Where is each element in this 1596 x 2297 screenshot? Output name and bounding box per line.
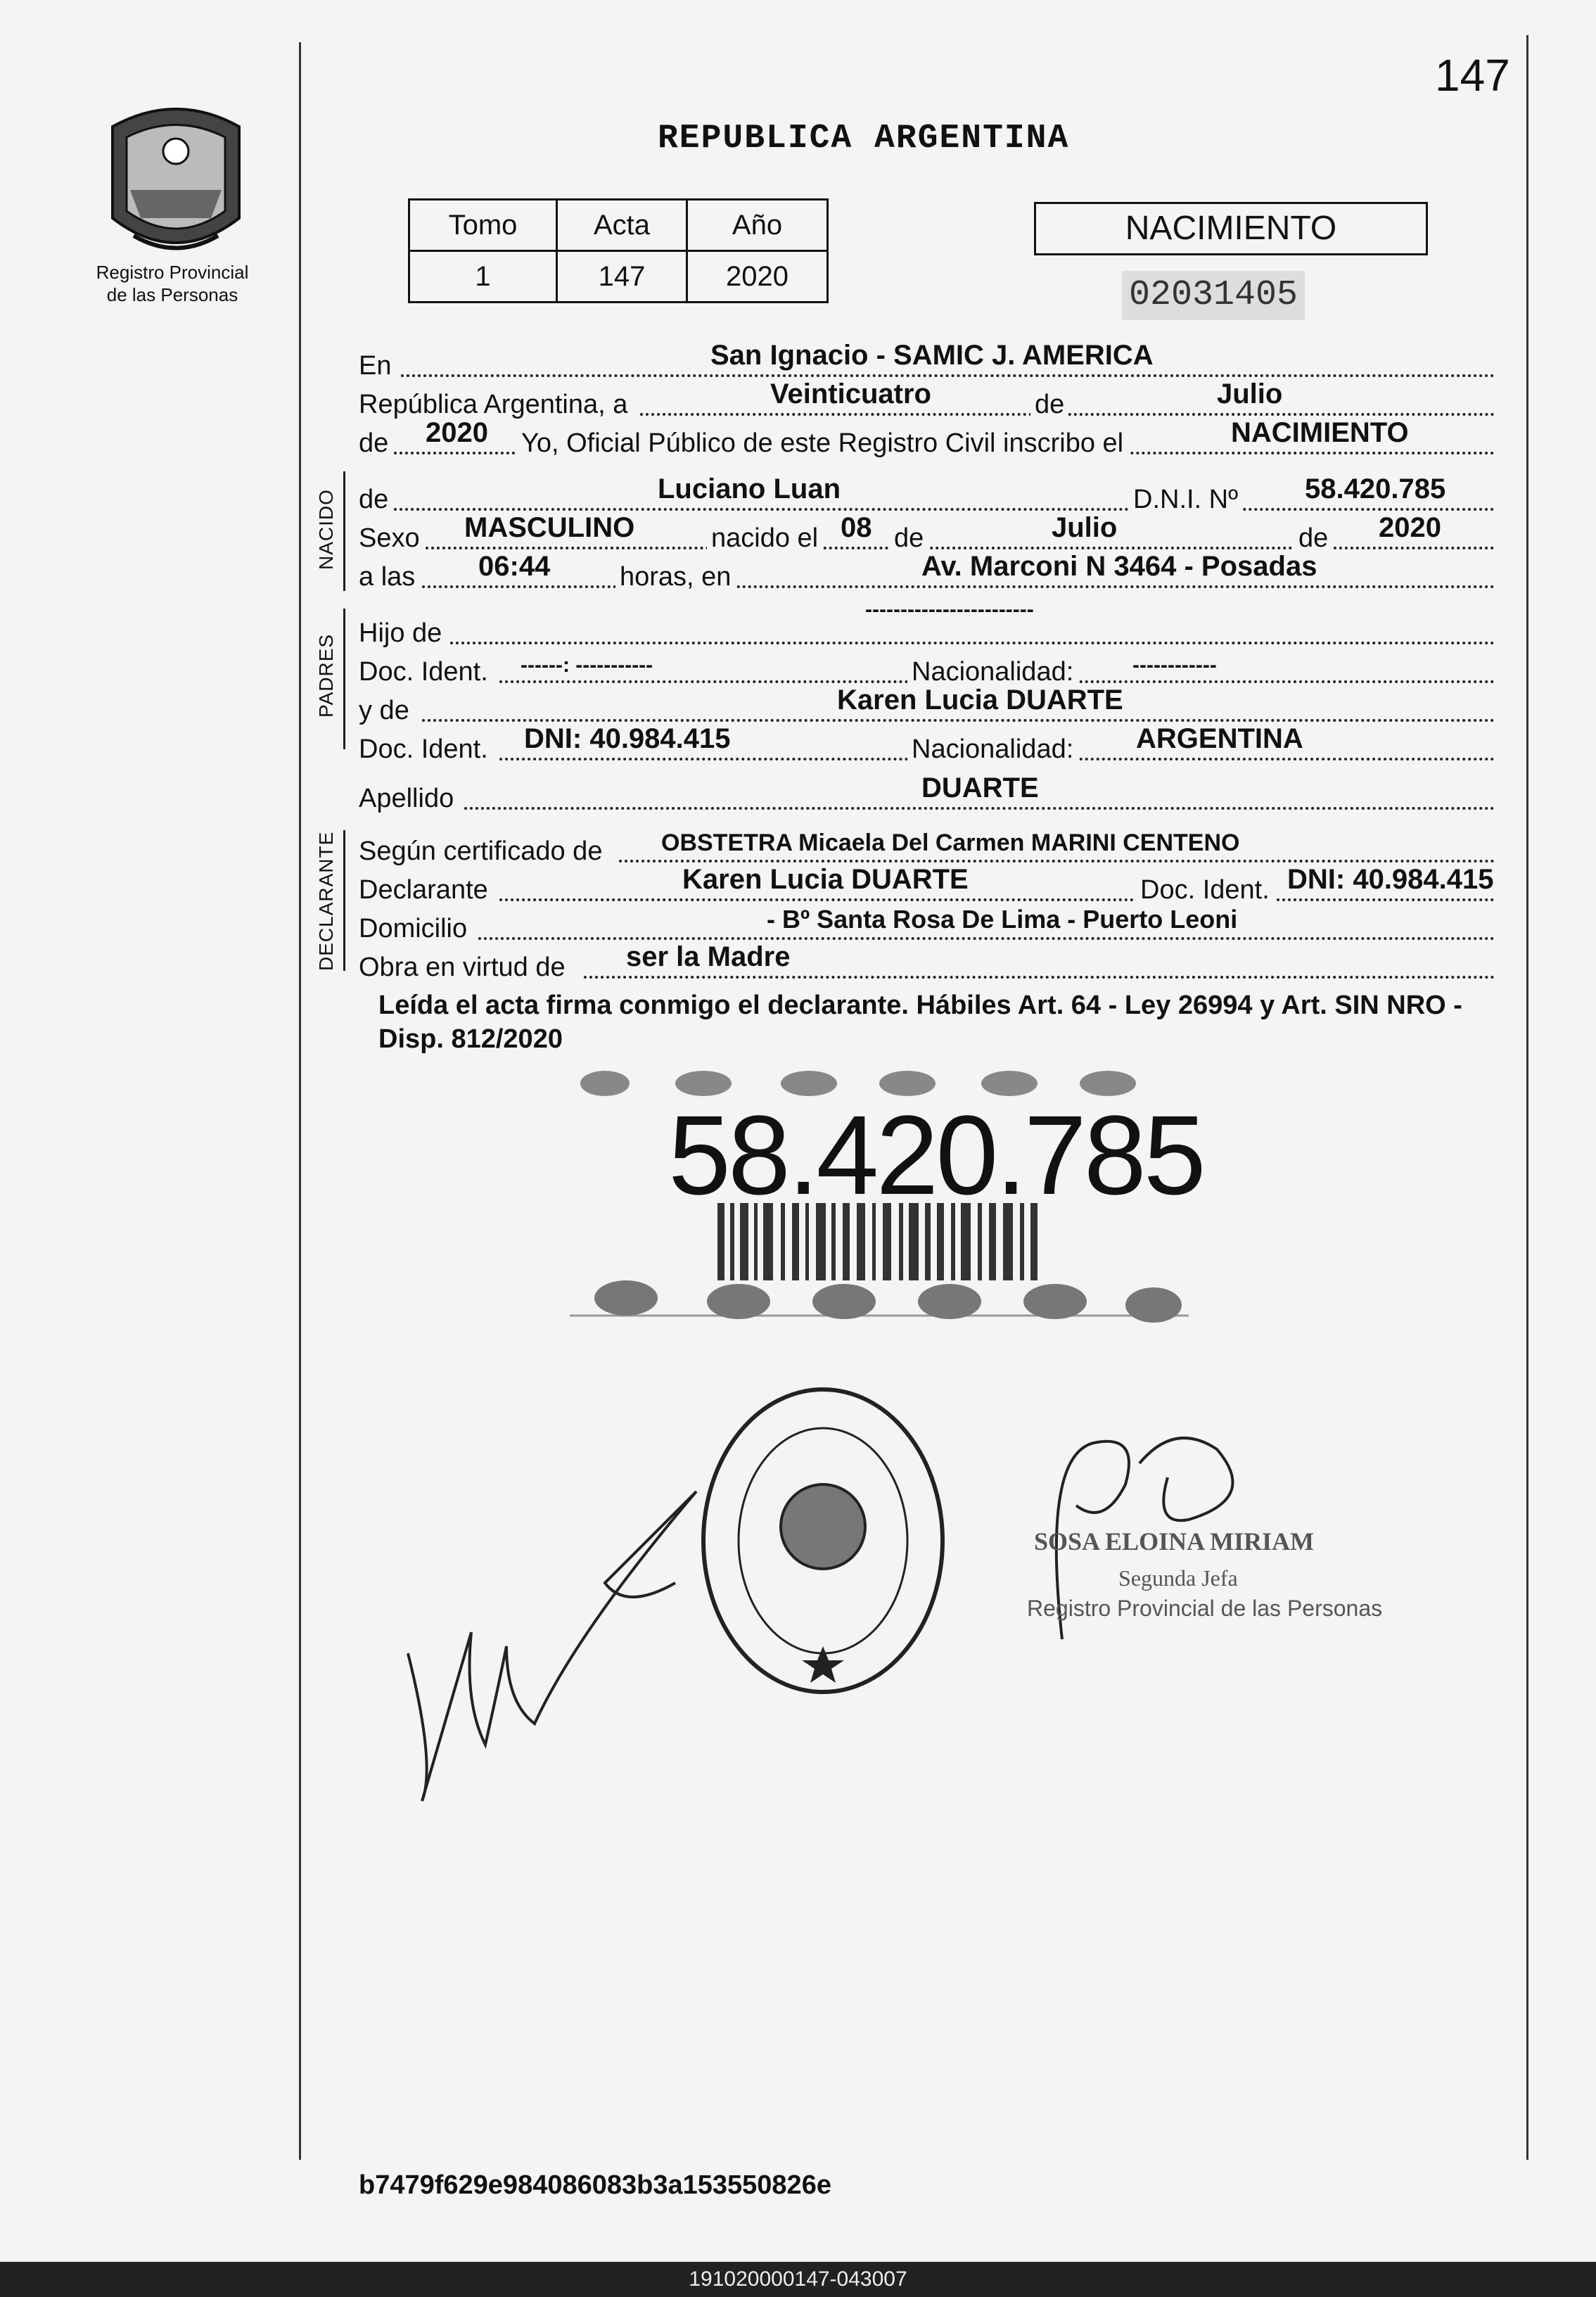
row-hora bbox=[359, 551, 1495, 592]
year-value: 2020 bbox=[426, 417, 488, 448]
page-title: REPUBLICA ARGENTINA bbox=[658, 120, 1070, 158]
row-obra bbox=[359, 941, 1495, 983]
row-dots bbox=[619, 860, 1495, 863]
apellido-label: Apellido bbox=[359, 784, 458, 814]
emblem-org-line1: Registro Provincial bbox=[96, 262, 249, 283]
inscribed-type-value: NACIMIENTO bbox=[1231, 417, 1409, 448]
row-inscribo bbox=[359, 417, 1495, 459]
nacionalidad-label2: Nacionalidad: bbox=[907, 734, 1078, 765]
row-father bbox=[359, 598, 1495, 649]
horas-label: horas, en bbox=[615, 562, 735, 592]
value-tomo: 1 bbox=[409, 251, 557, 303]
row-dots bbox=[394, 508, 1495, 511]
right-margin-line bbox=[1526, 35, 1528, 2160]
left-margin-line bbox=[299, 42, 301, 2160]
official-name: SOSA ELOINA MIRIAM bbox=[1034, 1527, 1315, 1555]
official-org: Registro Provincial de las Personas bbox=[1027, 1596, 1383, 1621]
domicilio-value: - Bº Santa Rosa De Lima - Puerto Leoni bbox=[767, 905, 1238, 934]
serial-stamp: 02031405 bbox=[1122, 271, 1305, 320]
birth-place-value: Av. Marconi N 3464 - Posadas bbox=[921, 551, 1317, 582]
domicilio-label: Domicilio bbox=[359, 914, 471, 944]
obra-value: ser la Madre bbox=[626, 941, 791, 972]
a-las-label: a las bbox=[359, 562, 419, 592]
declarante-name-value: Karen Lucia DUARTE bbox=[682, 864, 969, 895]
row-dots bbox=[426, 547, 1495, 549]
province-emblem bbox=[98, 98, 253, 260]
nacionalidad-label: Nacionalidad: bbox=[907, 657, 1078, 687]
apellido-value: DUARTE bbox=[921, 772, 1039, 803]
value-acta: 147 bbox=[557, 251, 687, 303]
certificate-by-value: OBSTETRA Micaela Del Carmen MARINI CENTENO bbox=[661, 829, 1240, 856]
header-acta: Acta bbox=[557, 200, 687, 251]
declarante-section-bar bbox=[343, 830, 345, 971]
declarante-doc-value: DNI: 40.984.415 bbox=[1287, 864, 1494, 895]
registry-table-header bbox=[409, 200, 828, 251]
declarante-section-label: DECLARANTE bbox=[315, 831, 337, 971]
mother-doc-value: DNI: 40.984.415 bbox=[524, 723, 731, 754]
declarant-signature bbox=[394, 1470, 710, 1808]
record-type-box: NACIMIENTO bbox=[1034, 202, 1428, 255]
header-anio: Año bbox=[687, 200, 828, 251]
child-dni-value: 58.420.785 bbox=[1305, 473, 1446, 504]
child-name-value: Luciano Luan bbox=[658, 473, 841, 504]
row-dots bbox=[584, 976, 1495, 979]
obra-label: Obra en virtud de bbox=[359, 953, 570, 983]
father-doc-value: ------: ----------- bbox=[521, 654, 653, 677]
padres-section-label: PADRES bbox=[315, 633, 337, 718]
row-father-doc bbox=[359, 651, 1495, 687]
declarante-label: Declarante bbox=[359, 875, 492, 905]
handwritten-signature-icon bbox=[394, 1470, 710, 1808]
row-domicilio bbox=[359, 905, 1495, 944]
de-label3: de bbox=[359, 485, 392, 515]
row-declarante bbox=[359, 864, 1495, 905]
republic-label: República Argentina, a bbox=[359, 390, 632, 420]
round-stamp bbox=[696, 1379, 950, 1703]
header-tomo: Tomo bbox=[409, 200, 557, 251]
nacido-label: nacido el bbox=[707, 523, 822, 554]
official-role: Segunda Jefa bbox=[1118, 1565, 1238, 1591]
emblem-org-line2: de las Personas bbox=[106, 284, 238, 305]
sticker-number: 58.420.785 bbox=[668, 1092, 1204, 1218]
place-value: San Ignacio - SAMIC J. AMERICA bbox=[710, 340, 1154, 371]
row-place bbox=[359, 340, 1495, 381]
id-sticker bbox=[570, 1062, 1204, 1358]
father-nationality-value: ------------ bbox=[1132, 654, 1217, 677]
row-mother-doc bbox=[359, 723, 1495, 765]
birth-year-value: 2020 bbox=[1379, 512, 1441, 543]
hijo-label: Hijo de bbox=[359, 618, 446, 649]
sexo-label: Sexo bbox=[359, 523, 424, 554]
row-name bbox=[359, 473, 1495, 515]
nacido-section-label: NACIDO bbox=[315, 489, 337, 570]
day-words-value: Veinticuatro bbox=[770, 378, 931, 409]
dni-label: D.N.I. Nº bbox=[1129, 485, 1242, 515]
row-dots bbox=[464, 807, 1495, 810]
row-dots bbox=[401, 374, 1495, 377]
row-sexo bbox=[359, 512, 1495, 554]
row-certificado bbox=[359, 830, 1495, 867]
de-label5: de bbox=[1294, 523, 1332, 554]
row-date bbox=[359, 378, 1495, 420]
value-anio: 2020 bbox=[687, 251, 828, 303]
document-hash: b7479f629e984086083b3a153550826e bbox=[359, 2170, 831, 2200]
padres-section-bar bbox=[343, 609, 345, 749]
inscribo-text: Yo, Oficial Público de este Registro Civil inscribo el bbox=[517, 428, 1128, 459]
row-apellido bbox=[359, 772, 1495, 814]
doc-label2: Doc. Ident. bbox=[359, 734, 492, 765]
sexo-value: MASCULINO bbox=[464, 512, 635, 543]
y-de-label: y de bbox=[359, 696, 414, 726]
round-stamp-icon bbox=[696, 1379, 950, 1703]
birth-time-value: 06:44 bbox=[478, 551, 551, 582]
registry-table-values bbox=[409, 251, 828, 303]
row-dots bbox=[450, 642, 1495, 644]
footer-id-bar: 191020000147-043007 bbox=[0, 2262, 1596, 2297]
row-dots bbox=[499, 898, 1495, 901]
birth-day-value: 08 bbox=[841, 512, 872, 543]
page-number: 147 bbox=[1435, 50, 1510, 101]
mother-nationality-value: ARGENTINA bbox=[1136, 723, 1303, 754]
row-mother bbox=[359, 685, 1495, 726]
row-dots bbox=[478, 937, 1495, 940]
row-dots bbox=[422, 585, 1495, 588]
mother-name-value: Karen Lucia DUARTE bbox=[837, 685, 1123, 715]
de-label: de bbox=[1030, 390, 1068, 420]
birth-month-value: Julio bbox=[1052, 512, 1118, 543]
father-name-value: ------------------------ bbox=[865, 598, 1034, 621]
month-value: Julio bbox=[1217, 378, 1283, 409]
row-dots bbox=[422, 719, 1495, 722]
de-label4: de bbox=[890, 523, 928, 554]
legal-note: Leída el acta firma conmigo el declarante. Hábiles Art. 64 - Ley 26994 y Art. SIN NRO - Disp. 812/2020 bbox=[378, 991, 1462, 1054]
doc-label: Doc. Ident. bbox=[359, 657, 492, 687]
en-label: En bbox=[359, 351, 395, 381]
de-label2: de bbox=[359, 428, 392, 459]
doc-label3: Doc. Ident. bbox=[1136, 875, 1274, 905]
emblem-seal-icon bbox=[98, 98, 253, 260]
nacido-section-bar bbox=[343, 471, 345, 591]
registry-table bbox=[408, 198, 829, 303]
segun-label: Según certificado de bbox=[359, 836, 606, 867]
